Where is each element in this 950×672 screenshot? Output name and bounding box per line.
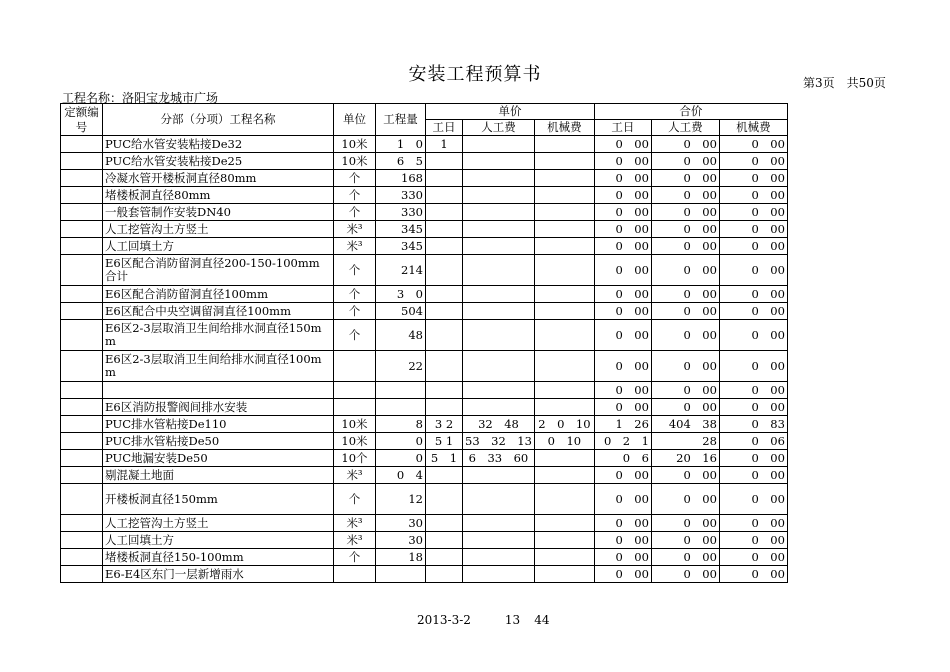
unit-cell: 个 xyxy=(334,204,376,221)
header-labor: 人工费 xyxy=(463,120,535,136)
total-workday-cell: 0 00 xyxy=(594,170,651,187)
header-workday: 工日 xyxy=(426,120,463,136)
unit-cell: 米³ xyxy=(334,221,376,238)
qty-cell: 345 xyxy=(376,238,426,255)
unit-workday-cell: 5 1 xyxy=(426,433,463,450)
unit-machine-cell: 0 10 xyxy=(534,433,594,450)
unit-cell xyxy=(334,382,376,399)
unit-machine-cell xyxy=(534,549,594,566)
code-cell xyxy=(61,286,103,303)
unit-labor-cell: 53 32 13 xyxy=(463,433,535,450)
unit-cell: 个 xyxy=(334,303,376,320)
unit-labor-cell xyxy=(463,532,535,549)
unit-cell: 米³ xyxy=(334,532,376,549)
total-labor-cell: 404 38 xyxy=(651,416,719,433)
unit-machine-cell xyxy=(534,153,594,170)
total-workday-cell: 0 00 xyxy=(594,187,651,204)
total-machine-cell: 0 00 xyxy=(719,238,787,255)
total-workday-cell: 0 00 xyxy=(594,532,651,549)
table-row xyxy=(61,255,788,286)
unit-workday-cell xyxy=(426,467,463,484)
unit-labor-cell xyxy=(463,549,535,566)
table-row xyxy=(61,467,788,484)
name-cell: 开楼板洞直径150mm xyxy=(103,484,334,515)
code-cell xyxy=(61,549,103,566)
unit-workday-cell xyxy=(426,187,463,204)
unit-machine-cell xyxy=(534,450,594,467)
qty-cell: 22 xyxy=(376,351,426,382)
name-cell: 人工回填土方 xyxy=(103,238,334,255)
table-row xyxy=(61,303,788,320)
header-qty: 工程量 xyxy=(376,104,426,136)
qty-cell xyxy=(376,382,426,399)
total-machine-cell: 0 00 xyxy=(719,170,787,187)
unit-machine-cell xyxy=(534,136,594,153)
table-row xyxy=(61,450,788,467)
unit-cell: 个 xyxy=(334,187,376,204)
unit-workday-cell xyxy=(426,532,463,549)
unit-machine-cell xyxy=(534,484,594,515)
total-labor-cell: 0 00 xyxy=(651,303,719,320)
total-machine-cell: 0 00 xyxy=(719,255,787,286)
unit-labor-cell xyxy=(463,255,535,286)
qty-cell: 12 xyxy=(376,484,426,515)
header-workday-total: 工日 xyxy=(594,120,651,136)
table-row xyxy=(61,320,788,351)
table-row xyxy=(61,221,788,238)
name-cell: PUC给水管安装粘接De32 xyxy=(103,136,334,153)
table-row xyxy=(61,382,788,399)
project-name: 工程名称：洛阳宝龙城市广场 xyxy=(62,91,219,105)
unit-workday-cell xyxy=(426,320,463,351)
total-labor-cell: 0 00 xyxy=(651,566,719,583)
name-cell xyxy=(103,382,334,399)
unit-cell xyxy=(334,566,376,583)
total-machine-cell: 0 00 xyxy=(719,450,787,467)
unit-machine-cell xyxy=(534,382,594,399)
unit-workday-cell xyxy=(426,153,463,170)
total-machine-cell: 0 00 xyxy=(719,286,787,303)
total-workday-cell: 0 00 xyxy=(594,515,651,532)
qty-cell: 0 4 xyxy=(376,467,426,484)
unit-workday-cell xyxy=(426,399,463,416)
total-labor-cell: 0 00 xyxy=(651,255,719,286)
total-labor-cell: 0 00 xyxy=(651,170,719,187)
total-machine-cell: 0 00 xyxy=(719,303,787,320)
code-cell xyxy=(61,382,103,399)
unit-cell: 米³ xyxy=(334,515,376,532)
code-cell xyxy=(61,566,103,583)
total-workday-cell: 0 00 xyxy=(594,153,651,170)
total-labor-cell: 20 16 xyxy=(651,450,719,467)
header-machine: 机械费 xyxy=(534,120,594,136)
total-labor-cell: 0 00 xyxy=(651,320,719,351)
total-workday-cell: 1 26 xyxy=(594,416,651,433)
qty-cell: 3 0 xyxy=(376,286,426,303)
total-workday-cell: 0 00 xyxy=(594,320,651,351)
print-date: 2013-3-2 xyxy=(417,613,471,627)
name-cell: PUC排水管粘接De50 xyxy=(103,433,334,450)
total-machine-cell: 0 00 xyxy=(719,153,787,170)
table-row xyxy=(61,566,788,583)
unit-cell: 10米 xyxy=(334,136,376,153)
qty-cell: 345 xyxy=(376,221,426,238)
unit-cell: 米³ xyxy=(334,238,376,255)
qty-cell xyxy=(376,566,426,583)
code-cell xyxy=(61,320,103,351)
code-cell xyxy=(61,532,103,549)
unit-machine-cell xyxy=(534,303,594,320)
name-cell: E6区2-3层取消卫生间给排水洞直径150mm xyxy=(103,320,334,351)
unit-cell: 个 xyxy=(334,170,376,187)
code-cell xyxy=(61,187,103,204)
name-cell: E6区配合中央空调留洞直径100mm xyxy=(103,303,334,320)
unit-workday-cell xyxy=(426,484,463,515)
total-machine-cell: 0 00 xyxy=(719,549,787,566)
code-cell xyxy=(61,399,103,416)
qty-cell: 30 xyxy=(376,515,426,532)
total-machine-cell: 0 00 xyxy=(719,136,787,153)
code-cell xyxy=(61,136,103,153)
table-row xyxy=(61,399,788,416)
total-labor-cell: 0 00 xyxy=(651,382,719,399)
unit-machine-cell xyxy=(534,187,594,204)
unit-labor-cell xyxy=(463,221,535,238)
name-cell: 堵楼板洞直径80mm xyxy=(103,187,334,204)
qty-cell: 214 xyxy=(376,255,426,286)
qty-cell xyxy=(376,399,426,416)
unit-workday-cell xyxy=(426,351,463,382)
code-cell xyxy=(61,467,103,484)
unit-workday-cell xyxy=(426,204,463,221)
total-labor-cell: 0 00 xyxy=(651,532,719,549)
total-workday-cell: 0 00 xyxy=(594,204,651,221)
total-labor-cell: 0 00 xyxy=(651,286,719,303)
qty-cell: 330 xyxy=(376,204,426,221)
code-cell xyxy=(61,303,103,320)
code-cell xyxy=(61,450,103,467)
unit-machine-cell xyxy=(534,286,594,303)
unit-cell: 个 xyxy=(334,255,376,286)
name-cell: E6区消防报警阀间排水安装 xyxy=(103,399,334,416)
print-timestamp xyxy=(417,613,583,627)
code-cell xyxy=(61,515,103,532)
unit-labor-cell xyxy=(463,382,535,399)
total-labor-cell: 0 00 xyxy=(651,515,719,532)
unit-machine-cell xyxy=(534,255,594,286)
unit-machine-cell xyxy=(534,204,594,221)
total-machine-cell: 0 00 xyxy=(719,515,787,532)
unit-labor-cell xyxy=(463,351,535,382)
table-row xyxy=(61,549,788,566)
code-cell xyxy=(61,204,103,221)
table-row xyxy=(61,484,788,515)
unit-labor-cell xyxy=(463,170,535,187)
unit-machine-cell xyxy=(534,532,594,549)
total-machine-cell: 0 00 xyxy=(719,484,787,515)
unit-machine-cell xyxy=(534,238,594,255)
table-row xyxy=(61,351,788,382)
unit-cell: 10米 xyxy=(334,416,376,433)
total-labor-cell: 0 00 xyxy=(651,221,719,238)
unit-labor-cell xyxy=(463,566,535,583)
unit-labor-cell xyxy=(463,303,535,320)
name-cell: E6-E4区东门一层新增雨水 xyxy=(103,566,334,583)
total-machine-cell: 0 00 xyxy=(719,467,787,484)
name-cell: PUC给水管安装粘接De25 xyxy=(103,153,334,170)
unit-machine-cell xyxy=(534,221,594,238)
total-workday-cell: 0 6 xyxy=(594,450,651,467)
name-cell: 堵楼板洞直径150-100mm xyxy=(103,549,334,566)
total-machine-cell: 0 00 xyxy=(719,532,787,549)
total-labor-cell: 0 00 xyxy=(651,399,719,416)
table-row xyxy=(61,433,788,450)
name-cell: 冷凝水管开楼板洞直径80mm xyxy=(103,170,334,187)
code-cell xyxy=(61,221,103,238)
name-cell: PUC地漏安装De50 xyxy=(103,450,334,467)
total-labor-cell: 0 00 xyxy=(651,351,719,382)
total-labor-cell: 0 00 xyxy=(651,467,719,484)
total-workday-cell: 0 00 xyxy=(594,467,651,484)
unit-workday-cell: 1 xyxy=(426,136,463,153)
code-cell xyxy=(61,433,103,450)
unit-workday-cell xyxy=(426,382,463,399)
unit-cell: 10米 xyxy=(334,433,376,450)
qty-cell: 30 xyxy=(376,532,426,549)
unit-cell xyxy=(334,351,376,382)
print-hour: 13 xyxy=(504,613,521,627)
unit-workday-cell: 5 1 xyxy=(426,450,463,467)
total-labor-cell: 0 00 xyxy=(651,484,719,515)
total-workday-cell: 0 00 xyxy=(594,221,651,238)
unit-cell: 10米 xyxy=(334,153,376,170)
unit-labor-cell xyxy=(463,320,535,351)
unit-labor-cell: 32 48 xyxy=(463,416,535,433)
unit-labor-cell: 6 33 60 xyxy=(463,450,535,467)
code-cell xyxy=(61,484,103,515)
table-row xyxy=(61,515,788,532)
table-row xyxy=(61,204,788,221)
unit-machine-cell xyxy=(534,399,594,416)
table-row xyxy=(61,532,788,549)
unit-machine-cell: 2 0 10 xyxy=(534,416,594,433)
total-machine-cell: 0 00 xyxy=(719,382,787,399)
total-workday-cell: 0 2 1 xyxy=(594,433,651,450)
name-cell: E6区2-3层取消卫生间给排水洞直径100mm xyxy=(103,351,334,382)
total-workday-cell: 0 00 xyxy=(594,286,651,303)
code-cell xyxy=(61,170,103,187)
table-row xyxy=(61,416,788,433)
header-unit-price: 单价 xyxy=(426,104,595,120)
qty-cell: 168 xyxy=(376,170,426,187)
qty-cell: 18 xyxy=(376,549,426,566)
total-workday-cell: 0 00 xyxy=(594,136,651,153)
unit-machine-cell xyxy=(534,515,594,532)
total-labor-cell: 28 xyxy=(651,433,719,450)
table-row xyxy=(61,153,788,170)
total-workday-cell: 0 00 xyxy=(594,255,651,286)
qty-cell: 48 xyxy=(376,320,426,351)
unit-machine-cell xyxy=(534,351,594,382)
total-labor-cell: 0 00 xyxy=(651,204,719,221)
total-machine-cell: 0 00 xyxy=(719,320,787,351)
code-cell xyxy=(61,416,103,433)
table-row xyxy=(61,170,788,187)
unit-cell: 个 xyxy=(334,320,376,351)
unit-cell: 个 xyxy=(334,286,376,303)
unit-labor-cell xyxy=(463,467,535,484)
unit-labor-cell xyxy=(463,153,535,170)
unit-cell xyxy=(334,399,376,416)
unit-labor-cell xyxy=(463,238,535,255)
code-cell xyxy=(61,153,103,170)
unit-workday-cell xyxy=(426,286,463,303)
unit-workday-cell xyxy=(426,566,463,583)
name-cell: 人工挖管沟土方竖土 xyxy=(103,221,334,238)
qty-cell: 8 xyxy=(376,416,426,433)
unit-cell: 10个 xyxy=(334,450,376,467)
header-code: 定额编号 xyxy=(61,104,103,136)
total-labor-cell: 0 00 xyxy=(651,187,719,204)
unit-labor-cell xyxy=(463,136,535,153)
code-cell xyxy=(61,238,103,255)
unit-workday-cell xyxy=(426,549,463,566)
page-number: 第3页 共50页 xyxy=(803,76,886,90)
total-machine-cell: 0 00 xyxy=(719,221,787,238)
unit-machine-cell xyxy=(534,320,594,351)
unit-workday-cell xyxy=(426,238,463,255)
header-labor-total: 人工费 xyxy=(651,120,719,136)
name-cell: 人工挖管沟土方竖土 xyxy=(103,515,334,532)
name-cell: E6区配合消防留洞直径100mm xyxy=(103,286,334,303)
header-unit: 单位 xyxy=(334,104,376,136)
table-row xyxy=(61,238,788,255)
total-workday-cell: 0 00 xyxy=(594,484,651,515)
total-machine-cell: 0 83 xyxy=(719,416,787,433)
total-machine-cell: 0 00 xyxy=(719,566,787,583)
unit-cell: 米³ xyxy=(334,467,376,484)
unit-workday-cell: 3 2 xyxy=(426,416,463,433)
unit-workday-cell xyxy=(426,221,463,238)
total-workday-cell: 0 00 xyxy=(594,238,651,255)
unit-machine-cell xyxy=(534,170,594,187)
total-machine-cell: 0 06 xyxy=(719,433,787,450)
total-machine-cell: 0 00 xyxy=(719,187,787,204)
total-workday-cell: 0 00 xyxy=(594,351,651,382)
code-cell xyxy=(61,255,103,286)
qty-cell: 1 0 xyxy=(376,136,426,153)
qty-cell: 6 5 xyxy=(376,153,426,170)
header-total-price: 合价 xyxy=(594,104,787,120)
total-workday-cell: 0 00 xyxy=(594,303,651,320)
print-minute: 44 xyxy=(534,613,550,627)
name-cell: 剔混凝土地面 xyxy=(103,467,334,484)
unit-workday-cell xyxy=(426,515,463,532)
total-labor-cell: 0 00 xyxy=(651,238,719,255)
unit-labor-cell xyxy=(463,399,535,416)
total-machine-cell: 0 00 xyxy=(719,399,787,416)
unit-labor-cell xyxy=(463,484,535,515)
unit-labor-cell xyxy=(463,515,535,532)
name-cell: PUC排水管粘接De110 xyxy=(103,416,334,433)
page-title: 安装工程预算书 xyxy=(408,64,542,85)
code-cell xyxy=(61,351,103,382)
total-machine-cell: 0 00 xyxy=(719,351,787,382)
unit-machine-cell xyxy=(534,566,594,583)
unit-machine-cell xyxy=(534,467,594,484)
table-row xyxy=(61,187,788,204)
unit-workday-cell xyxy=(426,303,463,320)
qty-cell: 0 xyxy=(376,450,426,467)
unit-workday-cell xyxy=(426,255,463,286)
name-cell: 人工回填土方 xyxy=(103,532,334,549)
total-labor-cell: 0 00 xyxy=(651,153,719,170)
total-workday-cell: 0 00 xyxy=(594,549,651,566)
qty-cell: 0 xyxy=(376,433,426,450)
qty-cell: 504 xyxy=(376,303,426,320)
total-workday-cell: 0 00 xyxy=(594,399,651,416)
total-workday-cell: 0 00 xyxy=(594,382,651,399)
table-row xyxy=(61,286,788,303)
unit-cell: 个 xyxy=(334,549,376,566)
unit-cell: 个 xyxy=(334,484,376,515)
total-labor-cell: 0 00 xyxy=(651,136,719,153)
table-row xyxy=(61,136,788,153)
qty-cell: 330 xyxy=(376,187,426,204)
name-cell: 一般套管制作安装DN40 xyxy=(103,204,334,221)
unit-labor-cell xyxy=(463,204,535,221)
name-cell: E6区配合消防留洞直径200-150-100mm合计 xyxy=(103,255,334,286)
unit-labor-cell xyxy=(463,187,535,204)
unit-workday-cell xyxy=(426,170,463,187)
total-labor-cell: 0 00 xyxy=(651,549,719,566)
header-row-1 xyxy=(61,104,788,120)
header-name: 分部（分项）工程名称 xyxy=(103,104,334,136)
total-workday-cell: 0 00 xyxy=(594,566,651,583)
header-machine-total: 机械费 xyxy=(719,120,787,136)
total-machine-cell: 0 00 xyxy=(719,204,787,221)
unit-labor-cell xyxy=(463,286,535,303)
budget-table xyxy=(60,103,788,583)
